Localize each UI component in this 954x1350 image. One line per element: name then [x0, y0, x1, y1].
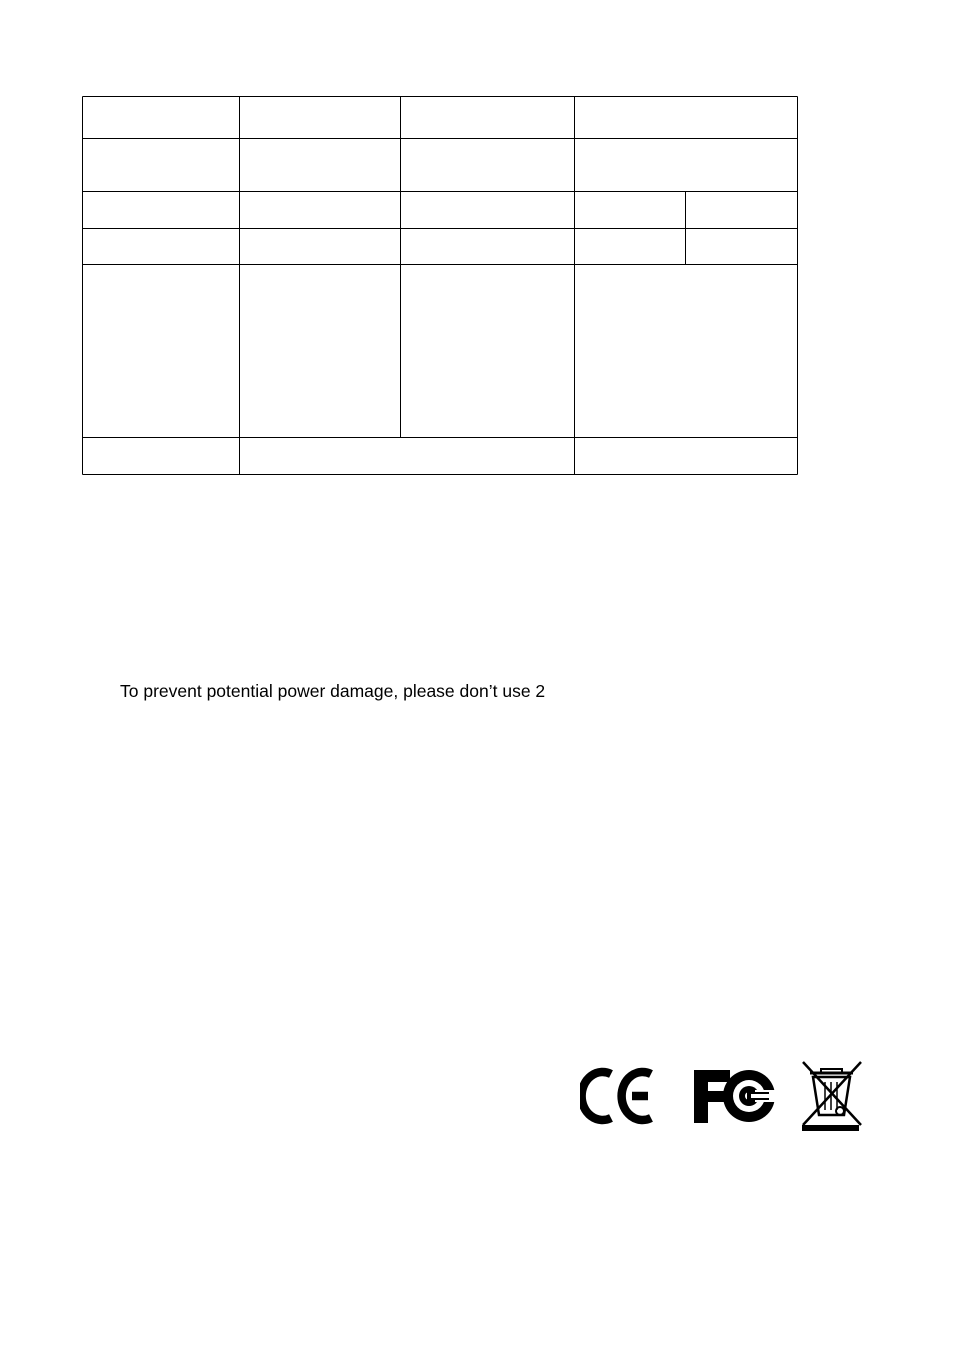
fcc-mark-icon [694, 1070, 779, 1123]
spec-table [0, 0, 954, 480]
weee-crossed-bin-icon [802, 1062, 861, 1131]
power-damage-notice: To prevent potential power damage, please don’t use 2 [120, 681, 546, 701]
ce-mark-icon [582, 1072, 651, 1120]
compliance-marks [580, 1055, 870, 1140]
